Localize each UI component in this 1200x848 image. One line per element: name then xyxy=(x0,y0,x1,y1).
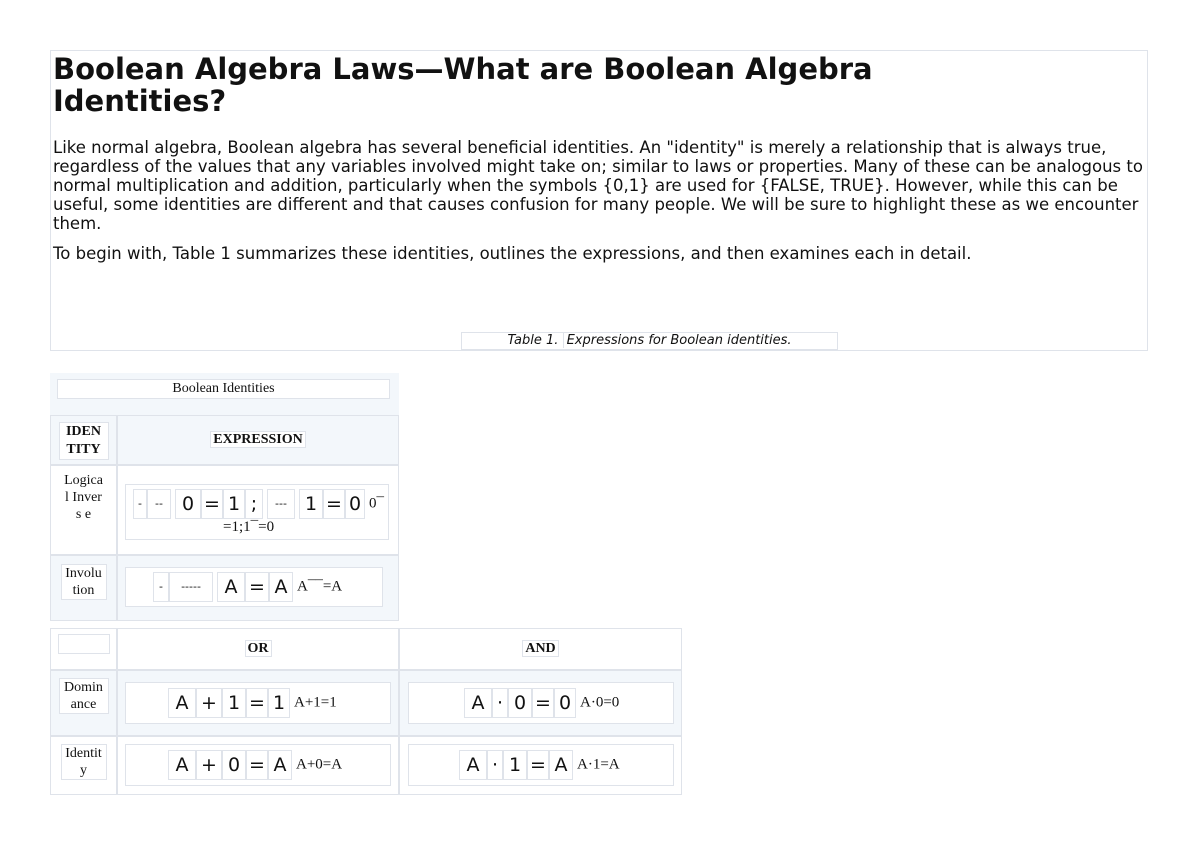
token: = xyxy=(323,489,345,519)
fallback-text: A xyxy=(297,578,308,595)
involution-label: Involu tion xyxy=(61,564,107,600)
fallback-text: A+1=1 xyxy=(294,694,337,711)
row-label-logical-inverse xyxy=(50,465,117,555)
intro-paragraph: Like normal algebra, Boolean algebra has several beneficial identities. An "identity" is merely a relationship that is always true, regardless of the values that any variables involved might take on; similar to laws or properties. Many of these can be analogous to normal multiplication and addition, particularly when the symbols {0,1} are used for {FALSE, TRUE}. However, while this can be useful, some identities are different and that causes confusion for many people. We will be sure to highlight these as we encounter them. xyxy=(53,138,1143,233)
fallback-text: =A xyxy=(322,578,343,595)
logical-inverse-expression: - -- 0 = 1 ; --- 1 = 0 0¯ =1;1¯=0 xyxy=(125,484,389,540)
table-title: Boolean Identities xyxy=(57,379,390,399)
token: 0 xyxy=(222,750,246,780)
logical-inverse-label: Logica l Invers e xyxy=(64,473,103,522)
identity-and-cell xyxy=(399,736,682,795)
expr-cell-involution xyxy=(117,555,399,621)
token: A xyxy=(268,750,292,780)
page-title: Boolean Algebra Laws—What are Boolean Algebra Identities? xyxy=(53,52,873,118)
token: A xyxy=(464,688,492,718)
involution-expression: - ----- A = A A¯¯=A xyxy=(125,567,383,607)
row-label-dominance xyxy=(50,670,117,736)
identity-label: Identit y xyxy=(61,744,107,780)
row-label-involution xyxy=(50,555,117,621)
header-identity-label: IDEN TITY xyxy=(59,422,109,460)
dominance-and-cell xyxy=(399,670,682,736)
token: = xyxy=(246,688,268,718)
fallback-text: A·1=A xyxy=(577,756,620,773)
token: ; xyxy=(245,489,263,519)
fallback-text: A·0=0 xyxy=(580,694,620,711)
fallback-text: A+0=A xyxy=(296,756,343,773)
identities-table xyxy=(50,373,682,795)
token: 1 xyxy=(268,688,290,718)
token: 0 xyxy=(175,489,201,519)
token: A xyxy=(168,750,196,780)
token: A xyxy=(459,750,487,780)
token: 1 xyxy=(299,489,323,519)
header-and xyxy=(399,628,682,670)
expr-cell-logical-inverse xyxy=(117,465,399,555)
token: A xyxy=(217,572,245,602)
token: 0 xyxy=(554,688,576,718)
token: = xyxy=(532,688,554,718)
token: · xyxy=(492,688,508,718)
or-and-header-blank xyxy=(50,628,117,670)
identity-or-cell xyxy=(117,736,399,795)
token: + xyxy=(196,688,222,718)
header-or-label: OR xyxy=(245,640,272,657)
token: A xyxy=(168,688,196,718)
fallback-text: 0 xyxy=(369,495,377,512)
fallback-text: =1;1 xyxy=(223,519,251,535)
token: A xyxy=(269,572,293,602)
caption-label: Table 1. xyxy=(507,333,559,348)
token: 1 xyxy=(222,688,246,718)
token: = xyxy=(246,750,268,780)
token: 1 xyxy=(503,750,527,780)
row-label-identity xyxy=(50,736,117,795)
caption-text: Expressions for Boolean identities. xyxy=(563,333,792,348)
header-or xyxy=(117,628,399,670)
identity-and-expression xyxy=(408,744,674,786)
identity-or-expression xyxy=(125,744,391,786)
dominance-or-cell xyxy=(117,670,399,736)
header-expression-label: EXPRESSION xyxy=(210,431,305,448)
summary-paragraph: To begin with, Table 1 summarizes these identities, outlines the expressions, and then examines each in detail. xyxy=(53,244,972,263)
token: = xyxy=(201,489,223,519)
fallback-text: =0 xyxy=(258,519,275,535)
token: A xyxy=(549,750,573,780)
article-section xyxy=(50,50,1148,351)
header-identity xyxy=(50,415,117,465)
token: = xyxy=(527,750,549,780)
table-title-bar xyxy=(50,373,399,415)
token: = xyxy=(245,572,269,602)
token: · xyxy=(487,750,503,780)
header-expression xyxy=(117,415,399,465)
token: 0 xyxy=(345,489,365,519)
table-caption xyxy=(461,332,838,350)
dominance-label: Domin ance xyxy=(59,678,109,714)
token: 0 xyxy=(508,688,532,718)
token: + xyxy=(196,750,222,780)
token: 1 xyxy=(223,489,245,519)
dominance-and-expression xyxy=(408,682,674,724)
dominance-or-expression xyxy=(125,682,391,724)
header-and-label: AND xyxy=(522,640,558,657)
